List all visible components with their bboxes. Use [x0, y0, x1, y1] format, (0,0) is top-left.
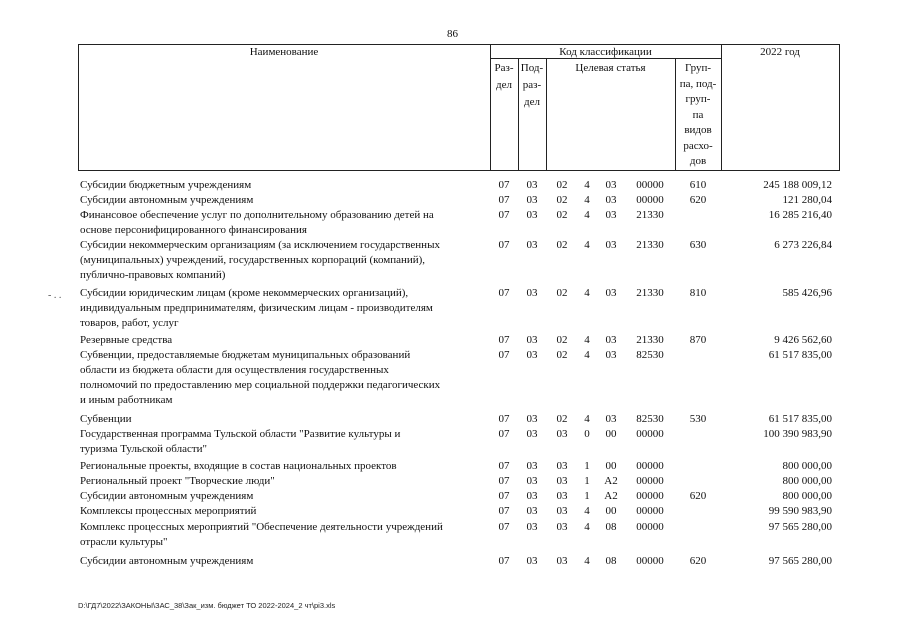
code-program: 03: [556, 521, 568, 533]
code-type: 4: [584, 194, 590, 206]
code-type: 4: [584, 179, 590, 191]
row-name: Финансовое обеспечение услуг по дополнительному образованию детей на основе персонифицированного финансирования: [80, 209, 434, 236]
header-code-group: Код классификации: [559, 46, 652, 58]
row-name: Комплекс процессных мероприятий "Обеспечение деятельности учреждений отрасли культуры": [80, 521, 443, 548]
code-section: 07: [498, 475, 510, 487]
code-section: 07: [498, 194, 510, 206]
code-section: 07: [498, 460, 510, 472]
code-subsection: 03: [526, 505, 538, 517]
code-section: 07: [498, 209, 510, 221]
header-expense-group: Груп- па, под- груп- па видов расхо- дов: [679, 62, 717, 167]
code-program: 02: [556, 239, 568, 251]
code-subprogram: 00: [605, 460, 617, 472]
code-type: 4: [584, 521, 590, 533]
code-direction: 21330: [636, 209, 664, 221]
amount-2022: 61 517 835,00: [768, 349, 832, 361]
code-direction: 00000: [636, 460, 664, 472]
code-direction: 21330: [636, 334, 664, 346]
code-subsection: 03: [526, 413, 538, 425]
code-subprogram: 08: [605, 555, 617, 567]
code-direction: 21330: [636, 239, 664, 251]
code-expense-group: 620: [689, 555, 707, 567]
code-program: 02: [556, 349, 568, 361]
code-subprogram: 03: [605, 194, 617, 206]
amount-2022: 100 390 983,90: [763, 428, 832, 440]
code-direction: 82530: [636, 349, 664, 361]
code-subprogram: A2: [604, 490, 618, 502]
code-subsection: 03: [526, 209, 538, 221]
code-subprogram: 03: [605, 334, 617, 346]
code-program: 03: [556, 460, 568, 472]
code-type: 4: [584, 555, 590, 567]
code-type: 1: [584, 460, 590, 472]
code-type: 1: [584, 490, 590, 502]
row-name: Субсидии автономным учреждениям: [80, 555, 254, 567]
footer-file-path: D:\ГД7\2022\ЗАКОНЫ\ЗАС_38\Зак_изм. бюджет ТО 2022-2024_2 чт\рi3.xls: [78, 601, 336, 610]
code-expense-group: 610: [689, 179, 707, 191]
amount-2022: 97 565 280,00: [768, 555, 832, 567]
code-type: 0: [584, 428, 590, 440]
code-direction: 00000: [636, 555, 664, 567]
code-program: 02: [556, 179, 568, 191]
amount-2022: 61 517 835,00: [768, 413, 832, 425]
code-section: 07: [498, 521, 510, 533]
amount-2022: 121 280,04: [782, 194, 832, 206]
code-subsection: 03: [526, 521, 538, 533]
code-subprogram: 03: [605, 239, 617, 251]
code-type: 4: [584, 505, 590, 517]
amount-2022: 16 285 216,40: [768, 209, 832, 221]
row-name: Субсидии некоммерческим организациям (за исключением государственных (муниципальных) учреждений, государственных корпораций (компаний), публично-правовых компаний): [80, 239, 440, 281]
code-direction: 00000: [636, 490, 664, 502]
code-direction: 00000: [636, 179, 664, 191]
margin-mark: - . .: [48, 290, 62, 301]
code-subprogram: 03: [605, 209, 617, 221]
code-program: 02: [556, 287, 568, 299]
amount-2022: 97 565 280,00: [768, 521, 832, 533]
amount-2022: 800 000,00: [782, 460, 832, 472]
code-subprogram: 03: [605, 287, 617, 299]
code-subsection: 03: [526, 428, 538, 440]
code-subprogram: 03: [605, 179, 617, 191]
table-header: [78, 44, 840, 171]
code-program: 02: [556, 209, 568, 221]
row-name: Комплексы процессных мероприятий: [80, 505, 257, 517]
code-subsection: 03: [526, 490, 538, 502]
row-name: Субсидии автономным учреждениям: [80, 490, 254, 502]
code-section: 07: [498, 490, 510, 502]
code-type: 4: [584, 413, 590, 425]
code-type: 1: [584, 475, 590, 487]
row-name: Субсидии автономным учреждениям: [80, 194, 254, 206]
code-section: 07: [498, 413, 510, 425]
code-direction: 00000: [636, 505, 664, 517]
code-direction: 00000: [636, 194, 664, 206]
header-name: Наименование: [249, 46, 319, 58]
code-expense-group: 620: [689, 490, 707, 502]
row-name: Региональный проект "Творческие люди": [80, 475, 275, 487]
code-subprogram: 08: [605, 521, 617, 533]
amount-2022: 6 273 226,84: [774, 239, 832, 251]
code-direction: 00000: [636, 521, 664, 533]
code-program: 02: [556, 334, 568, 346]
code-section: 07: [498, 555, 510, 567]
code-subprogram: A2: [604, 475, 618, 487]
code-direction: 00000: [636, 475, 664, 487]
code-program: 03: [556, 555, 568, 567]
code-type: 4: [584, 287, 590, 299]
code-section: 07: [498, 287, 510, 299]
code-program: 02: [556, 194, 568, 206]
amount-2022: 9 426 562,60: [774, 334, 832, 346]
row-name: Субвенции, предоставляемые бюджетам муниципальных образований области из бюджета области для осуществления государственных полномочий по предоставлению мер социальной поддержки педагогических и иным работникам: [80, 349, 441, 406]
code-direction: 21330: [636, 287, 664, 299]
code-subsection: 03: [526, 239, 538, 251]
row-name: Субсидии юридическим лицам (кроме некоммерческих организаций), индивидуальным предпринимателям, физическим лицам - производителям товаров, работ, услуг: [80, 287, 433, 329]
code-subprogram: 00: [605, 428, 617, 440]
amount-2022: 585 426,96: [782, 287, 832, 299]
code-subsection: 03: [526, 287, 538, 299]
code-section: 07: [498, 349, 510, 361]
amount-2022: 800 000,00: [782, 490, 832, 502]
code-program: 03: [556, 475, 568, 487]
code-subsection: 03: [526, 460, 538, 472]
code-section: 07: [498, 239, 510, 251]
code-expense-group: 530: [689, 413, 707, 425]
code-expense-group: 620: [689, 194, 707, 206]
code-subsection: 03: [526, 475, 538, 487]
code-subsection: 03: [526, 349, 538, 361]
code-program: 02: [556, 413, 568, 425]
code-subprogram: 03: [605, 413, 617, 425]
row-name: Резервные средства: [80, 334, 173, 346]
code-section: 07: [498, 334, 510, 346]
amount-2022: 99 590 983,90: [768, 505, 832, 517]
code-expense-group: 870: [689, 334, 707, 346]
code-type: 4: [584, 239, 590, 251]
amount-2022: 800 000,00: [782, 475, 832, 487]
amount-2022: 245 188 009,12: [763, 179, 832, 191]
row-name: Субвенции: [80, 413, 132, 425]
header-year: 2022 год: [760, 46, 800, 58]
code-subsection: 03: [526, 179, 538, 191]
code-subprogram: 00: [605, 505, 617, 517]
code-section: 07: [498, 505, 510, 517]
header-target-article: Целевая статья: [575, 62, 646, 74]
page-number: 86: [447, 28, 458, 40]
code-type: 4: [584, 349, 590, 361]
code-type: 4: [584, 334, 590, 346]
code-subsection: 03: [526, 334, 538, 346]
header-subsection: Под- раз- дел: [520, 62, 544, 108]
code-direction: 82530: [636, 413, 664, 425]
code-subsection: 03: [526, 555, 538, 567]
header-section: Раз- дел: [494, 62, 514, 91]
code-program: 03: [556, 428, 568, 440]
row-name: Государственная программа Тульской области "Развитие культуры и туризма Тульской области": [80, 428, 401, 455]
row-name: Региональные проекты, входящие в состав национальных проектов: [80, 460, 397, 472]
code-program: 03: [556, 505, 568, 517]
row-name: Субсидии бюджетным учреждениям: [80, 179, 252, 191]
code-section: 07: [498, 428, 510, 440]
code-expense-group: 810: [689, 287, 707, 299]
code-expense-group: 630: [689, 239, 707, 251]
code-subprogram: 03: [605, 349, 617, 361]
code-subsection: 03: [526, 194, 538, 206]
code-section: 07: [498, 179, 510, 191]
code-type: 4: [584, 209, 590, 221]
code-direction: 00000: [636, 428, 664, 440]
code-program: 03: [556, 490, 568, 502]
